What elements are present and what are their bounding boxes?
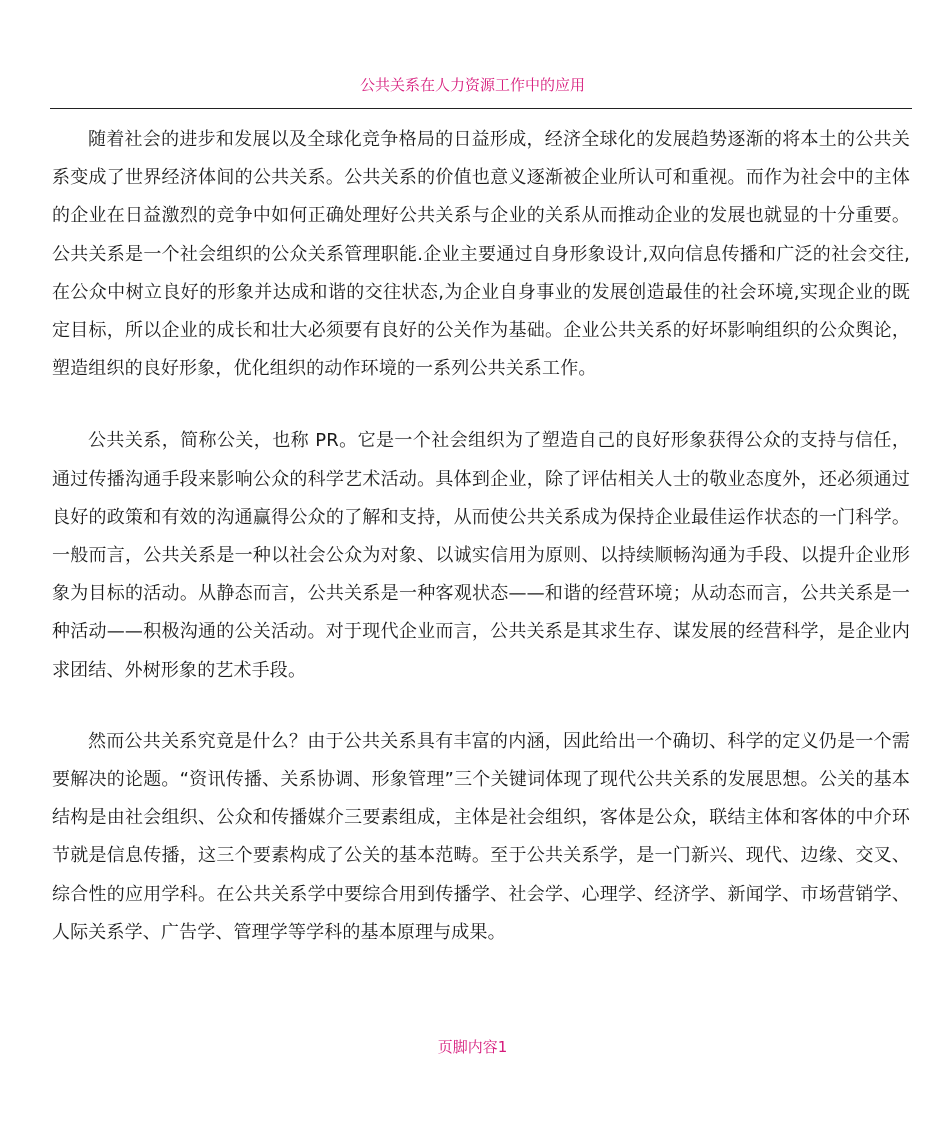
header-divider — [50, 108, 912, 109]
paragraph-3: 然而公共关系究竟是什么？由于公共关系具有丰富的内涵，因此给出一个确切、科学的定义仍是一个需要解决的论题。“资讯传播、关系协调、形象管理”三个关键词体现了现代公共关系的发展思想。公关的基本结构是由社会组织、公众和传播媒介三要素组成，主体是社会组织，客体是公众，联结主体和客体的中介环节就是信息传播，这三个要素构成了公关的基本范畴。至于公共关系学，是一门新兴、现代、边缘、交叉、综合性的应用学科。在公共关系学中要综合用到传播学、社会学、心理学、经济学、新闻学、市场营销学、人际关系学、广告学、管理学等学科的基本原理与成果。 — [52, 730, 910, 943]
page-footer: 页脚内容1 — [437, 1038, 508, 1056]
page-header-title: 公共关系在人力资源工作中的应用 — [359, 76, 585, 94]
document-body — [52, 121, 910, 986]
paragraph-1: 随着社会的进步和发展以及全球化竞争格局的日益形成，经济全球化的发展趋势逐渐的将本土的公共关系变成了世界经济体间的公共关系。公共关系的价值也意义逐渐被企业所认可和重视。而作为社会中的主体的企业在日益激烈的竞争中如何正确处理好公共关系与企业的关系从而推动企业的发展也就显的十分重要。公共关系是一个社会组织的公众关系管理职能.企业主要通过自身形象设计,双向信息传播和广泛的社会交往,在公众中树立良好的形象并达成和谐的交往状态,为企业自身事业的发展创造最佳的社会环境,实现企业的既定目标，所以企业的成长和壮大必须要有良好的公关作为基础。企业公共关系的好坏影响组织的公众舆论，塑造组织的良好形象，优化组织的动作环境的一系列公共关系工作。 — [52, 129, 910, 380]
paragraph-2: 公共关系，简称公关，也称 PR。它是一个社会组织为了塑造自己的良好形象获得公众的支持与信任，通过传播沟通手段来影响公众的科学艺术活动。具体到企业，除了评估相关人士的敬业态度外，还必须通过良好的政策和有效的沟通赢得公众的了解和支持，从而使公共关系成为保持企业最佳运作状态的一门科学。一般而言，公共关系是一种以社会公众为对象、以诚实信用为原则、以持续顺畅沟通为手段、以提升企业形象为目标的活动。从静态而言，公共关系是一种客观状态——和谐的经营环境；从动态而言，公共关系是一种活动——积极沟通的公关活动。对于现代企业而言，公共关系是其求生存、谋发展的经营科学，是企业内求团结、外树形象的艺术手段。 — [52, 430, 910, 681]
